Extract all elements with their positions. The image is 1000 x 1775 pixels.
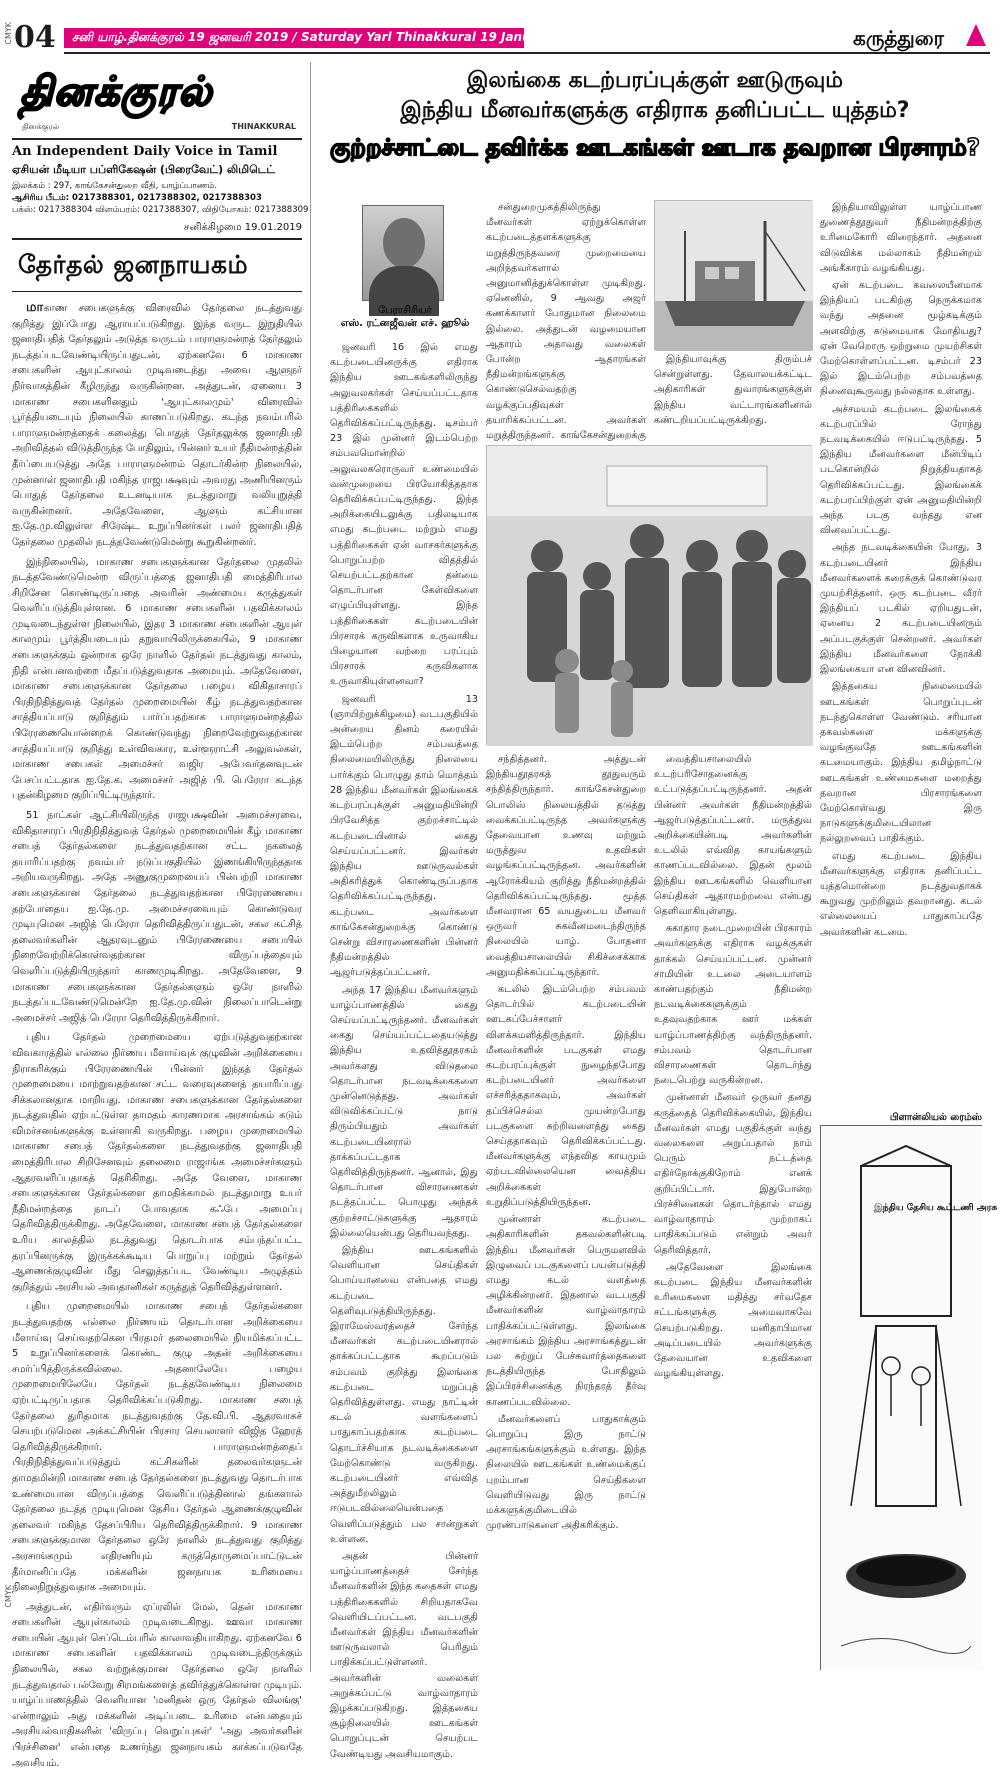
article-paragraph: ஜனவரி 16 இல் எமது கடற்படையினருக்கு எதிராக இந்திய ஊடகங்களிலிருந்து அலுவலகர்கள் செய்யப்பட்டதாக பத்திரிகைகளில் தெரிவிக்கப்பட்டிருந்தது. டிசம்பர் 23 இல் முன்னர் இடம்பெற்ற சம்பவமொன்றில் அலுவலகரொருவர் உண்மையில் வன்முறையை பிரயோகித்ததாக தெரிவிக்கப்பட்டிருந்தது. இந்த அறிக்கையிடலுக்கு பதிலடியாக எமது கடற்படை மற்றும் எமது பத்திரிகைகள் ஏன் வாசகர்களுக்கு பொறுப்பற்ற விதத்தில் செயற்பட்டதற்கான தன்மை தொடர்பான கேள்விகளை எழுப்பியுள்ளது. இந்த பத்திரிகைகள் கடற்படையின் பிரசாரக் கருவிகளாக உருவாகிய பிழையான வற்றை பரப்பும் பிரசாரக் கருவிகளாக உருவாகியுள்ளனவா? xyxy=(330,342,478,688)
article-column-2 xyxy=(486,200,646,440)
article-paragraph: இந்தியாவிலுள்ள யாழ்ப்பாண துணைத்தூதுவர் நீதிமன்றத்திற்கு உரிமைகோரி விரைந்தார். அதனை விடுவிக்க மல்லாகம் நீதிமன்றம் அங்கீகாரம் வழங்கியது. xyxy=(820,202,982,274)
article-headline xyxy=(330,66,980,168)
fax-line: பக்ஸ்: 0217388304 விளம்பரம்: 0217388307, விநியோகம்: 0217388309 xyxy=(12,205,309,215)
article-column-1 xyxy=(330,340,478,1760)
editorial-paragraph: இந்நிலையில், மாகாண சபைகளுக்கான தேர்தலை முதலில் நடத்தவேண்டுமென்ற விருப்பத்தை ஜனாதிபதி மைத்திரிபால சிறிசேன கொண்டிருப்பதை அவரின் அண்மைய கருத்துகள் வெளிப்படுத்தியுள்ளன. 6 மாகாண சபைகளின் பதவிக்காலம் முடிவடைந்துள்ள நிலையில், இதர 3 மாகாண சபைகளின் ஆயுள் காலமும் பூர்த்தியடையும் தறுவாயிலிருக்கையில், 9 மாகாண சபைகளுக்கும் ஒன்றாக ஒரே நாளில் தேர்தல் நடத்துவது காலம், நிதி என்பனவற்றை மீதப்படுத்துவதாக அமையும். அதேவேளை, மாகாண சபைகளுக்கான தேர்தலை பழைய விகிதாசாரப் பிரதிநிதித்துவத் தேர்தல் முறைமையின் கீழ் நடத்துவதற்கான சாத்தியப்பாடு குறித்தும் பார்ப்பதற்காக பாராளுமன்றத்தில் பிரேரணையொன்றைக் கொண்டுவந்து நிறைவேற்றுவதற்கான சாத்தியப்பாடு குறித்து உள்விவகார, உள்ளூராட்சி அலுவல்கள், மாகாண சபைகள் அமைச்சர் வஜிர அபேவர்தனவுடன் பேசப்பட்டதாக ஐ.தே.க. அமைச்சர் அஜித் பி. பெரேரா கடந்த புதன்கிழமை குறிப்பிட்டிருந்தார். xyxy=(12,556,302,802)
page-number: 04 xyxy=(14,20,56,55)
editorial-title: தேர்தல் ஜனநாயகம் xyxy=(12,240,302,292)
article-column-3-top xyxy=(654,352,812,440)
publisher: ஏசியன் மீடியா பப்ளிகேஷன் (பிரைவேட்) லிமிடெட் xyxy=(12,163,276,176)
column-divider xyxy=(310,62,311,1672)
masthead-logo-eng: THINAKKURAL xyxy=(231,122,296,131)
article-paragraph: சுகாதார நடைமுறையின் பிரகாரம் அவர்களுக்கு எதிராக வழக்குகள் தாக்கல் செய்யப்பட்டன. முன்னர் சாமியின் உடலை அடையாளம் காண்பதற்கும் நீதிமன்ற நடவடிக்கைகளுக்கும் உதவுவதற்காக ஊர் மக்கள் யாழ்ப்பாணத்திற்கு வந்திருந்தனர். சம்பவம் தொடர்பான விசாரணைகள் தொடர்ந்து நடைபெற்று வருகின்றன. xyxy=(654,923,812,1087)
headline-line-2: இந்திய மீனவர்களுக்கு எதிராக தனிப்பட்ட யுத்தம்? xyxy=(400,98,910,123)
editorial-body xyxy=(12,292,302,1771)
article-paragraph: அந்த 17 இந்திய மீனவர்களும் யாழ்ப்பாணத்தில் கைது செய்யப்பட்டிருந்தனர். மீனவர்கள் கைது செய்யப்பட்டதையடுத்து இந்திய உதவித்தூதரகம் அவர்களது விடுதலை தொடர்பான நடவடிக்கைகளை முன்னெடுத்தது. அவர்கள் விடுவிக்கப்பட்டு நாடு திரும்பியதும் அவர்கள் கடற்படையினரால் தாக்கப்பட்டதாக தெரிவித்திருந்தனர். ஆனால், இது தொடர்பான விசாரணைகள் நடத்தப்பட்ட பொழுது அந்தக் குற்றச்சாட்டுகளுக்கு ஆதாரம் இல்லையென்பது தெரியவந்தது. xyxy=(330,984,478,1239)
headline-line-3: குற்றச்சாட்டை தவிர்க்க ஊடகங்கள் ஊடாக தவறான பிரசாரம்? xyxy=(330,135,980,161)
article-column-3-bottom xyxy=(654,752,812,1670)
masthead-logo: தினக்குரல் xyxy=(20,68,213,115)
author-photo xyxy=(362,205,444,301)
article-paragraph: எமது கடற்படை இந்திய மீனவர்களுக்கு எதிராக தனிப்பட்ட யுத்தமொன்றை நடத்துவதாகக் கூறுவது முற்றிலும் தவறானது. கடல் எல்லையைப் பாதுகாப்பதே அவர்களின் கடமை. xyxy=(820,850,982,938)
triangle-icon xyxy=(966,24,986,46)
editorial-paragraph: அத்துடன், எதிர்வரும் ஏப்ரலில் மேல், தென் மாகாண சபைகளின் ஆயுள்காலம் முடிவடைகிறது. ஊவா மாகாண சபையின் ஆயுள் செப்டெம்பரில் காலாவதியாகிறது. ஏற்கனவே 6 மாகாண சபைகளின் பதவிக்காலம் முடிவடைந்திருக்கும் நிலையில், சகல வற்றுக்குமான தேர்தலை ஒரே நாளில் நடத்துவதால் பல்வேறு சிரமங்களைத் தவிர்த்துக்கொள்ள முடியும். யாழ்ப்பாணத்தில் வெளியான 'மனிதன் ஒரு தேர்தல் விலங்கு' என்றாலும் அது மக்களின் அடிப்படை உரிமை என்பதையும் அரசியல்வாதிகளின் 'விருப்பு வெறுப்புகள்' 'அது அவர்களின் பிரச்சினை' என்பதை உணர்ந்து ஜனநாயகம் காக்கப்படுவதே அவசியம். xyxy=(12,1601,302,1769)
article-paragraph: முன்னாள் கடற்படை அதிகாரிகளின் தகவல்களின்படி இந்திய மீனவர்கள் பெருமளவில் இழுவைப் படகுகளைப் பயன்படுத்தி எமது கடல் வளத்தை அழிக்கின்றனர். இதனால் வடபகுதி மீனவர்களின் வாழ்வாதாரம் பாதிக்கப்பட்டுள்ளது. இலங்கை அரசாங்கம் இந்திய அரசாங்கத்துடன் பல சுற்றுப் பேச்சுவார்த்தைகளை நடத்தியிருந்த போதிலும் இப்பிரச்சினைக்கு நிரந்தரத் தீர்வு காணப்படவில்லை. xyxy=(486,1214,646,1408)
article-column-4 xyxy=(820,200,982,1120)
article-paragraph: இந்தியாவுக்கு திரும்பச் சென்றுள்ளது. தேவாலயக்கட்டிட அதிகாரிகள் துவாரங்களுக்குள் இந்திய வட்டாரங்களினால் கண்டறியப்பட்டிருக்கிறது. xyxy=(654,354,812,426)
address: இலக்கம் : 297, காங்கேசன்துறை வீதி, யாழ்ப்பாணம். xyxy=(12,181,218,191)
editorial-paragraph: மாகாண சபைகளுக்கு விரைவில் தேர்தலை நடத்துவது குறித்து இப்போது ஆராயப்படுகிறது. இந்த வருட இறுதியில் ஜனாதிபதித் தேர்தலும் அடுத்த வருடம் பாராளுமன்றத் தேர்தலும் நடத்தப்படவேண்டியிருப்பதுடன், ஏற்கனவே 6 மாகாண சபைகளின் ஆயுட்காலம் முடிவடைந்து அவை ஆளுநர் நிர்வாகத்தின் கீழிருந்து வருகின்றன. அத்துடன், ஏனைய 3 மாகாண சபைகளினதும் 'ஆயுட்காலமும்' விரைவில் பூர்த்தியடையும் நிலையில் காணப்படுகிறது. கடந்த நவம்பரில் பாராளுமன்றத்தைக் கலைத்து பொதுத் தேர்தலுக்கு ஜனாதிபதி அறிவித்தல் விடுத்திருந்த போதிலும், பின்னர் உயர் நீதிமன்றத்தின் தீர்ப்பையடுத்து அதே பாராளுமன்றம் தொடர்கின்ற நிலையில், முன்னாள் ஜனாதிபதி மகிந்த ராஜபக்ஷவும் அவரது அணியினரும் பொதுத் தேர்தலை உடனடியாக நடத்துமாறு வலியுறுத்தி வருகின்றனர். அதேவேளை, ஆளும் கட்சியான ஐ.தே.மு.விலுள்ள சிரேஷ்ட உறுப்பினர்கள் பலர் ஜனாதிபதித் தேர்தலை முதலில் நடத்தவேண்டுமென்று கூறுகின்றனர். xyxy=(12,300,302,548)
masthead-logo-sub: தினக்குரல் xyxy=(22,122,60,131)
boat-photo xyxy=(654,200,812,350)
editorial-paragraph: புதிய தேர்தல் முறைமையை ஏற்படுத்துவதற்கான விவகாரத்தில் எல்லை நிர்ணய மீளாய்வுக் குழுவின் அறிக்கையை நிராகரிக்கும் பிரேரணையின் பின்னர் இந்தத் தேர்தல் முறைமையை மாற்றுவதற்கான சட்ட வரைவுகளைத் தயாரிப்பது சிக்கலானதாக மாறியது. மாகாண சபைகளுக்கான தேர்தல்களை நடத்துவதில் ஏற்பட்டுள்ள தாமதம் காரணமாக அரசாங்கம் கடும் விமர்சனங்களுக்கு உள்ளாகி வருகிறது. பழைய முறைமையில் மாகாண சபைத் தேர்தல்களை நடத்துவதற்கு ஜனாதிபதி மைத்திரிபால சிறிசேனவும் தலைமை ராஜாங்க அமைச்சர்களும் ஆதரவளிப்பதாகத் தெரிகிறது. அதே வேளை, மாகாண சபைகளுக்கான தேர்தல்களை தாமதிக்காமல் நடத்துமாறு உயர் நீதிமன்றத்தை நாடப் போவதாக கஃபே அமைப்பு தெரிவித்திருக்கிறது. அதேவேளை, மாகாண சபைத் தேர்தல்களை உரிய காலத்தில் நடத்துவது தொடர்பாக சம்பந்தப்பட்ட தரப்பினருக்கு இருக்கக்கூடிய பொறுப்பு மற்றும் தேர்தல் ஆணைக்குழுவின் மீது செலுத்தப்பட வேண்டிய அழுத்தம் குறித்தும் அரசியல் அவதானிகள் கருத்துத் தெரிவித்துள்ளனர். xyxy=(12,1032,302,1293)
cmyk-mark-bottom: CMYK xyxy=(4,1585,13,1608)
people-illustration xyxy=(487,446,813,746)
article-paragraph: ஜனவரி 13 (ஞாயிற்றுக்கிழமை) வடபகுதியில் அன்றைய தினம் கரையில் இடம்பெற்ற சம்பவத்தை நிலைமையிலிருந்து நிலையை பார்க்கும் பொழுது தாம் மொத்தம் 28 இந்திய மீனவர்கள் இலங்கைக் கடற்பரப்புக்குள் அனுமதியின்றி பிரவேசித்த குற்றச்சாட்டில் கடற்படையினால் கைது செய்யப்பட்டனர். இவர்கள் இந்திய ஊடுருவல்கள் அதிகரித்துக் கொண்டிருப்பதாக தெரிவிக்கப்பட்டிருந்தது. கடற்படை அவர்களை காங்கேசன்துறைக்கு கொண்டு சென்று விசாரணைகளின் பின்னர் நீதிமன்றத்தில் ஆஜர்படுத்தப்பட்டனர். xyxy=(330,693,478,979)
article-column-2-bottom xyxy=(486,752,646,1670)
article-paragraph: இத்தகைய நிலைமையில் ஊடகங்கள் பொறுப்புடன் நடந்துகொள்ள வேண்டும். சரியான தகவல்களை மக்களுக்கு வழங்குவதே ஊடகங்களின் கடமையாகும். இந்திய தமிழ்நாட்டு ஊடகங்கள் உண்மைகளை மறைத்து தவறான பிரசாரங்களை மேற்கொள்வது இரு நாடுகளுக்குமிடையிலான நல்லுறவைப் பாதிக்கும். xyxy=(820,681,982,845)
tagline: An Independent Daily Voice in Tamil xyxy=(12,144,278,159)
article-paragraph: அச்சமயம் கடற்படை இலங்கைக் கடற்பரப்பில் ரோந்து நடவடிக்கையில் ஈடுபட்டிருந்தது. 5 இந்திய மீனவர்களை மீன்பிடிப் படகொன்றில் நிறுத்தியதாகத் தெரிவிக்கப்பட்டது. இலங்கைக் கடற்பரப்பிற்குள் ஏன் அனுமதியின்றி அந்த படகு வந்தது என வினவப்பட்டது. xyxy=(820,403,982,537)
top-rule xyxy=(64,52,990,54)
date-strip: சனி யாழ்.தினக்குரல் 19 ஜனவரி 2019 / Saturday Yarl Thinakkural 19 January 2019 xyxy=(64,28,524,48)
cartoon-caption: இந்திய தேசிய கூட்டணி அரசு xyxy=(874,1203,998,1213)
article-paragraph: வைத்தியசாலையில் உடற்பரிசோதனைக்கு உட்படுத்தப்பட்டிருந்தனர். அதன் பின்னர் அவர்கள் நீதிமன்றத்தில் ஆஜர்படுத்தப்பட்டனர். மருத்துவ அறிக்கையின்படி அவர்களின் உடலில் எவ்வித காயங்களும் காணப்படவில்லை. இதன் மூலம் இந்திய ஊடகங்களில் வெளியான செய்திகள் ஆதாரமற்றவை என்பது தெளிவாகியுள்ளது. xyxy=(654,754,812,918)
left-column xyxy=(12,62,309,1775)
article-paragraph: கடலில் இடம்பெற்ற சம்பவம் தொடர்பில் கடற்படையின் ஊடகப்பேச்சாளர் விளக்கமளித்திருந்தார். இந்திய மீனவர்களின் படகுகள் எமது கடற்பரப்புக்குள் நுழைந்தபோது கடற்படையினர் அவர்களை எச்சரித்ததாகவும், அவர்கள் தப்பிச்செல்ல முயன்றபோது படகுகளை சுற்றிவளைத்து கைது செய்ததாகவும் தெரிவிக்கப்பட்டது. மீனவர்களுக்கு எந்தவித காயமும் ஏற்படவில்லையென வைத்திய அறிக்கைகள் உறுதிப்படுத்தியிருந்தன. xyxy=(486,984,646,1208)
article-paragraph: சந்தித்தனர். அத்துடன் இந்தியதூதரகத் தூதுவரும் சந்தித்திருந்தார். காங்கேசன்துறை பொலிஸ் நிலையத்தில் தடுத்து வைக்கப்பட்டிருந்த அவர்களுக்கு தேவையான உணவு மற்றும் மருத்துவ உதவிகள் வழங்கப்பட்டிருந்தன. அவர்களின் ஆரோக்கியம் குறித்து நீதிமன்றத்தில் தெரிவிக்கப்பட்டிருந்தது. மூத்த மீனவரான 65 வயதுடைய மீனவர் ஒருவர் சுகவீனமடைந்திருந்த நிலையில் யாழ். போதனா வைத்தியசாலையில் சிகிச்சைக்காக அனுமதிக்கப்பட்டிருந்தார். xyxy=(486,754,646,978)
article-source: பிளான்லியல் ரைம்ஸ் xyxy=(889,1112,982,1123)
article-paragraph: சன்துறைமுகத்திலிருந்து மீனவர்கள் ஏற்றுக்கொள்ள கடற்படைத்தளக்களுக்கு மறுத்திருந்தவரை முறைமையை அறிந்தவர்களால் அனுமானித்துக்கொள்ள முடிகிறது. ஏனெனில், 9 ஆவது அஜர் கணக்காளர் போதுமான நிலைமை இல்லை. அத்துடன் வழமையான ஆதாரம் அதாவது வலைகள் போன்ற ஆதாரங்கள் நீதிமன்றங்களுக்கு கொண்டுசெல்வதற்கு வழக்குப்பதிவுகள் தயாரிக்கப்பட்டன. அவர்கள் மறுத்திருந்தனர். காங்கேசன்துறைக்கு xyxy=(486,202,646,442)
article-paragraph: இந்திய ஊடகங்களில் வெளியான செய்திகள் பொய்யானவை என்பதை எமது கடற்படை தெளிவுபடுத்தியிருந்தது. இராமேஸ்வரத்தைச் சேர்ந்த மீனவர்கள் கடற்படையினரால் தாக்கப்பட்டதாக கூறப்படும் சம்பவம் குறித்து இலங்கை கடற்படை மறுப்புத் தெரிவித்துள்ளது. எமது நாட்டின் கடல் வளங்களைப் பாதுகாப்பதற்காக கடற்படை தொடர்ச்சியாக நடவடிக்கைகளை மேற்கொண்டு வருகிறது. கடற்படையினர் எவ்வித அத்துமீறலிலும் ஈடுபடவில்லையென்பதை வெளிப்படுத்தும் பல சான்றுகள் உள்ளன. xyxy=(330,1244,478,1545)
author-name: எஸ். ரட்னஜீவன் எச். ஹூல் xyxy=(340,318,470,329)
section-title: கருத்துரை xyxy=(853,26,944,50)
fishermen-photo xyxy=(486,445,812,745)
editorial-paragraph: புதிய முறைமையில் மாகாண சபைத் தேர்தல்களை நடத்துவதற்கு எல்லை நிர்ணயம் தொடர்பான அறிக்கையை மீளாய்வு செய்வதற்கென பிரதமர் தலைமையில் நியமிக்கப்பட்ட 5 உறுப்பினர்களைக் கொண்ட குழு அதன் அறிக்கையை சமர்ப்பித்திருக்கவில்லை. அதனாலேயே பழைய முறைமையிலேயே தேர்தல் நடத்தவேண்டிய நிலைமை ஏற்பட்டிருப்பதாக தெரிவிக்கப்படுகிறது. மாகாண சபைத் தேர்தலை துரிதமாக நடத்துவதற்கு தே.வி.பி. ஆதரவாகச் செயற்படுமென அக்கட்சியின் பிரசார செயலாளர் விஜித ஹேரத் தெரிவித்திருக்கிறார். பாராளுமன்றத்தைப் பிரதிநிதித்துவப்படுத்தும் கட்சிகளின் தலைவர்களுடன் தாமதமின்றி மாகாண சபைத் தேர்தல்களை நடத்துவது தொடர்பாக உண்மையான விருப்பத்தை வெளிப்படுத்தினால் தங்களால் தேர்தலை நடத்த முடியுமென தேசிய தேர்தல் ஆணைக்குழுவின் தலைவர் மகிந்த தேசப்பிரிய தெரிவித்திருக்கிறார். 9 மாகாண சபைகளுக்குமான தேர்தலை ஒரே நாளில் நடத்துவது குறித்து அரசாங்கமும் எதிரணியும் கருத்தொருமைப்பாட்டுடன் தீர்மானிப்பதே மக்களின் ஜனநாயக உரிமையை நிலைநிறுத்துவதாக அமையும். xyxy=(12,1301,302,1594)
article-paragraph: அதன் பின்னர் யாழ்ப்பாணத்தைச் சேர்ந்த மீனவர்களின் இந்த கதைகள் எமது பத்திரிகைகளில் சிறியதாகவே வெளியிடப்பட்டன. வடபகுதி மீனவர்கள் இந்திய மீனவர்களின் ஊடுருவலால் பெரிதும் பாதிக்கப்பட்டுள்ளனர். அவர்களின் வலைகள் அறுக்கப்பட்டு வாழ்வாதாரம் இழக்கப்படுகிறது. இத்தகைய சூழ்நிலையில் ஊடகங்கள் பொறுப்புடன் செயற்பட வேண்டியது அவசியமாகும். xyxy=(330,1551,478,1760)
article-paragraph: ஏன் கடற்படை கவலையீனமாக இந்தியப் படகிற்கு நெருக்கமாக வந்து அதனை மூழ்கடிக்கும் அளவிற்கு கடுமையாக மோதியது? ஏன் வேறொரு ஒற்றுமை முயற்சிகள் மேற்கொள்ளப்பட்டன. டிசம்பர் 23 இல் இடம்பெற்ற சம்பவத்தை நினைவுகூருவது நல்லதாக உள்ளது. xyxy=(820,280,982,398)
article-paragraph: மீனவர்களைப் பாதுகாக்கும் பொறுப்பு இரு நாட்டு அரசாங்கங்களுக்கும் உள்ளது. இந்த நிலையில் ஊடகங்கள் உண்மைக்குப் புறம்பான செய்திகளை வெளியிடுவது இரு நாட்டு மக்களுக்குமிடையில் முரண்பாடுகளை அதிகரிக்கும். xyxy=(486,1413,646,1532)
article-paragraph: முன்னாள் மீனவர் ஒருவர் தனது கருத்தைத் தெரிவிக்கையில், இந்திய மீனவர்கள் எமது பகுதிக்குள் வந்து வலைகளை அறுப்பதால் நாம் பெரும் நட்டத்தை எதிர்நோக்குகிறோம் எனக் குறிப்பிட்டார். இதுபோன்ற பிரச்சினைகள் தொடர்ந்தால் எமது வாழ்வாதாரம் முற்றாகப் பாதிக்கப்படும் என்றும் அவர் தெரிவித்தார். xyxy=(654,1092,812,1256)
masthead xyxy=(12,62,302,140)
issue-date: சனிக்கிழமை 19.01.2019 xyxy=(12,222,302,240)
article-paragraph: அதேவேளை இலங்கை கடற்படை இந்திய மீனவர்களின் உரிமைகளை மதித்து சர்வதேச சட்டங்களுக்கு அமைவாகவே செயற்படுகிறது. மனிதாபிமான அடிப்படையில் அவர்களுக்கு தேவையான உதவிகளை வழங்கியுள்ளது. xyxy=(654,1261,812,1380)
author-role: பேராசிரியர் xyxy=(378,305,432,316)
editorial-paragraph: 51 நாட்கள் ஆட்சியிலிருந்த ராஜபக்ஷவின் அமைச்சரவை, விகிதாசாரப் பிரதிநிதித்துவத் தேர்தல் முறைமையின் கீழ் மாகாண சபைத் தேர்தல்களை நடத்துவதற்கான சட்ட நகலைத் தயாரிப்பதற்கு நவம்பர் நடுப்பகுதியில் இணங்கியிருந்ததாக அறியவருகிறது. அதே அணுகுமுறையைப் பின்பற்றி மாகாண சபைகளுக்கான தேர்தலை நடத்துவதற்கான பிரேரணையை தற்போதைய ஐ.தே.மு. அமைச்சரவையும் கொண்டுவர முடியுமென அஜித் பெரேரா தெரிவித்திருப்பதுடன், சகல கட்சித் தலைவர்களின் ஆதரவுடனும் பிரேரணையை சபையில் நிறைவேற்றிக்கொள்வதற்கான விருப்பத்தையும் வெளிப்படுத்தியிருந்தார் காணமுடிகிறது. அதேவேளை, 9 மாகாண சபைகளுக்கான தேர்தல்களும் ஒரே நாளில் நடத்தப்படவேண்டுமென்றே ஐ.தே.மு.வின் நிலைப்பாடென்று அமைச்சர் அஜித் பெரேரா தெரிவித்திருக்கிறார். xyxy=(12,810,302,1024)
boat-illustration xyxy=(655,201,813,351)
author-face xyxy=(383,218,425,268)
article-paragraph: அந்த நடவடிக்கையின் போது, 3 கடற்படையினர் இந்திய மீனவர்களைக் கரைக்குக் கொண்டுவர முயற்சித்தனர். ஒரு கடற்படை வீரர் இந்தியப் படகில் ஏறியதுடன், ஏனைய 2 கடற்படையினரும் அப்படகுக்குள் சென்றனர். அவர்கள் இந்திய மீனவர்களை நோக்கி இலங்கையா என வினவினர். xyxy=(820,542,982,676)
office-phone: ஆசிரிய பீடம்: 0217388301, 0217388302, 0217388303 xyxy=(12,193,262,203)
cmyk-mark: CMYK xyxy=(4,22,13,45)
headline-line-1: இலங்கை கடற்பரப்புக்குள் ஊடுருவும் xyxy=(467,68,843,93)
